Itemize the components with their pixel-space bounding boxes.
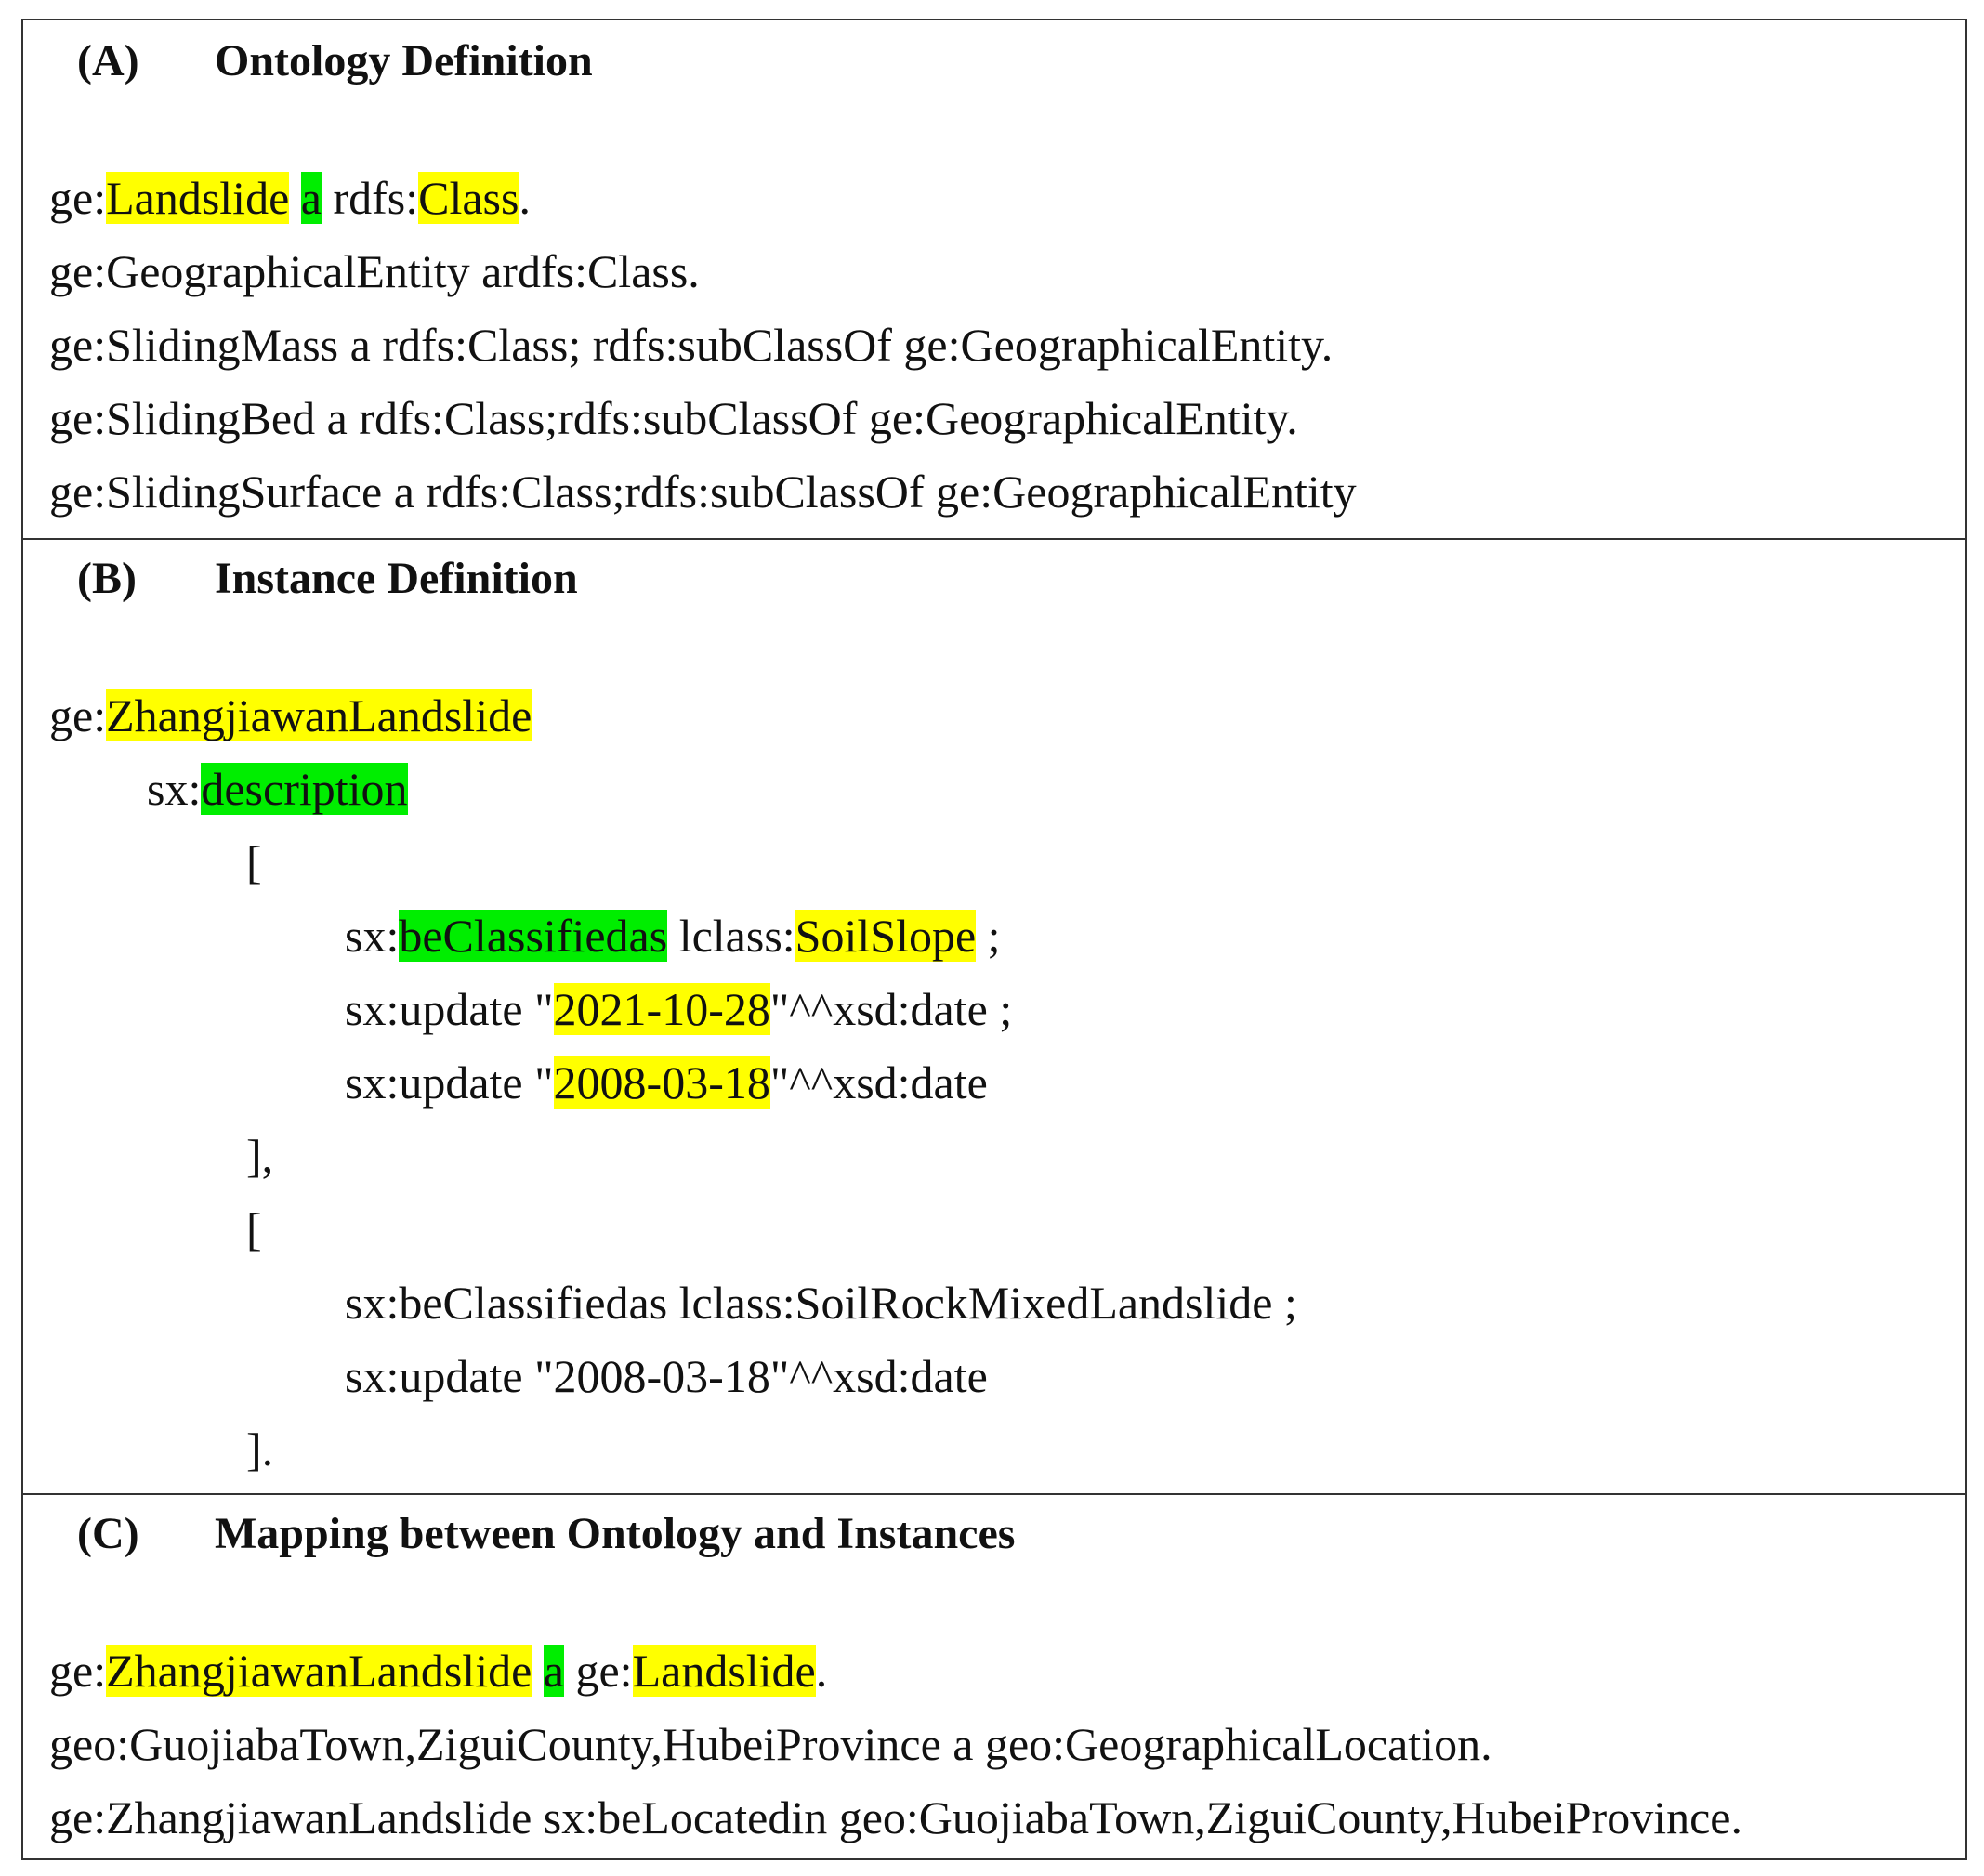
- highlight-class: Class: [418, 172, 519, 224]
- highlight-a: a: [300, 172, 322, 224]
- instance-line-8: [: [246, 1203, 262, 1255]
- ontology-line-3: ge:SlidingMass a rdfs:Class; rdfs:subClassOf ge:GeographicalEntity.: [49, 319, 1334, 371]
- highlight-date-2021: 2021-10-28: [553, 983, 770, 1035]
- mapping-line-2: geo:GuojiabaTown,ZiguiCounty,HubeiProvince a geo:GeographicalLocation.: [49, 1718, 1492, 1770]
- instance-line-5: sx:update "2021-10-28"^^xsd:date ;: [345, 983, 1013, 1035]
- section-c-heading: [77, 1508, 1015, 1559]
- instance-line-10: sx:update "2008-03-18"^^xsd:date: [345, 1350, 988, 1402]
- section-c-letter: (C): [77, 1509, 139, 1558]
- instance-line-3: [: [246, 836, 262, 888]
- highlight-landslide: Landslide: [106, 172, 290, 224]
- section-b-heading: [77, 553, 578, 604]
- section-a-heading: [77, 35, 593, 86]
- section-ontology-definition: [23, 20, 1965, 538]
- highlight-beclassifiedas: beClassifiedas: [399, 910, 668, 962]
- section-mapping: [23, 1493, 1965, 1860]
- instance-line-7: ],: [246, 1130, 274, 1182]
- instance-line-1: ge:ZhangjiawanLandslide: [49, 689, 532, 741]
- section-a-letter: (A): [77, 36, 139, 85]
- instance-line-9: sx:beClassifiedas lclass:SoilRockMixedLandslide ;: [345, 1277, 1297, 1329]
- instance-line-11: ].: [246, 1423, 274, 1476]
- highlight-date-2008: 2008-03-18: [553, 1056, 770, 1109]
- section-c-title: Mapping between Ontology and Instances: [215, 1509, 1016, 1558]
- ontology-line-4: ge:SlidingBed a rdfs:Class;rdfs:subClassOf ge:GeographicalEntity.: [49, 392, 1298, 444]
- mapping-line-3: ge:ZhangjiawanLandslide sx:beLocatedin geo:GuojiabaTown,ZiguiCounty,HubeiProvince.: [49, 1791, 1742, 1843]
- highlight-zhangjiawan-mapping: ZhangjiawanLandslide: [106, 1645, 532, 1697]
- highlight-description: description: [201, 763, 408, 815]
- definition-table: [21, 19, 1967, 1860]
- section-b-title: Instance Definition: [215, 554, 578, 603]
- highlight-zhangjiawan: ZhangjiawanLandslide: [106, 689, 532, 741]
- section-a-title: Ontology Definition: [215, 36, 593, 85]
- ontology-line-5: ge:SlidingSurface a rdfs:Class;rdfs:subClassOf ge:GeographicalEntity: [49, 466, 1357, 518]
- highlight-a-mapping: a: [543, 1645, 564, 1697]
- ontology-line-1: ge:Landslide a rdfs:Class.: [49, 172, 531, 224]
- mapping-line-1: ge:ZhangjiawanLandslide a ge:Landslide.: [49, 1645, 828, 1697]
- highlight-landslide-mapping: Landslide: [632, 1645, 816, 1697]
- section-instance-definition: [23, 538, 1965, 1493]
- highlight-soilslope: SoilSlope: [795, 910, 977, 962]
- section-b-letter: (B): [77, 554, 137, 603]
- instance-line-4: sx:beClassifiedas lclass:SoilSlope ;: [345, 910, 1001, 962]
- ontology-line-2: ge:GeographicalEntity ardfs:Class.: [49, 245, 700, 297]
- instance-line-2: sx:description: [147, 763, 408, 815]
- instance-line-6: sx:update "2008-03-18"^^xsd:date: [345, 1056, 988, 1109]
